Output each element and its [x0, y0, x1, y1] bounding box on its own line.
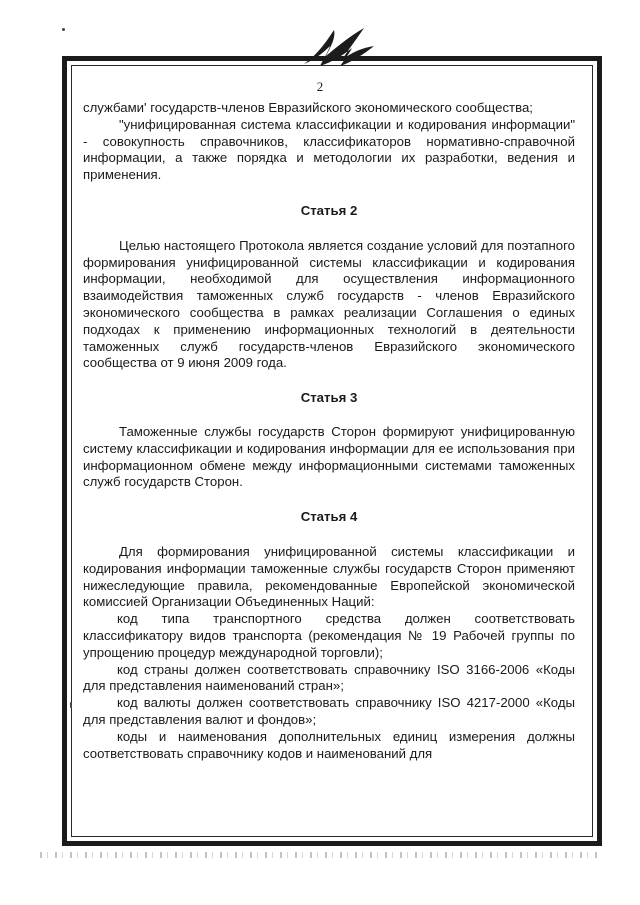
- article-2-text: Целью настоящего Протокола является создание условий для поэтапного формирования унифицированной системы классификации и кодирования информации, необходимой для осуществления информационного взаимодействия таможенных служб государств - членов Евразийского экономического сообщества в рамках реализации Соглашения о единых подходах к применению информационных технологий в деятельности таможенных служб государств-членов Евразийского экономического сообщества от 9 июня 2009 года.: [83, 237, 575, 371]
- scan-noise: [40, 852, 600, 858]
- article-4-heading: Статья 4: [300, 509, 358, 525]
- article-4-item: код валюты должен соответствовать справочнику ISO 4217-2000 «Коды для представления валют и фондов»;: [83, 695, 575, 727]
- paragraph-intro-2: "унифицированная система классификации и кодирования информации" - совокупность справочников, классификаторов нормативно-справочной информации, а также порядка и методологии их разработки, ведения и применения.: [83, 116, 575, 183]
- paragraph-intro-1: службами' государств-членов Евразийского экономического сообщества;: [83, 100, 533, 115]
- logo-emblem-icon: [300, 24, 380, 68]
- article-4-item: код типа транспортного средства должен соответствовать классификатору видов транспорта (рекомендация № 19 Рабочей группы по упрощению процедур международной торговли);: [83, 611, 575, 660]
- article-4-item: коды и наименования дополнительных единиц измерения должны соответствовать справочнику кодов и наименований для: [83, 728, 575, 761]
- article-4-intro: Для формирования унифицированной системы классификации и кодирования информации таможенные службы государств Сторон применяют нижеследующие правила, рекомендованные Европейской экономической комиссией Организации Объединенных Наций:: [83, 543, 575, 610]
- scan-speck: [70, 702, 72, 708]
- page-number: 2: [316, 79, 324, 94]
- article-4-item: код страны должен соответствовать справочнику ISO 3166-2006 «Коды для представления наименований стран»;: [83, 661, 575, 694]
- scan-speck: [62, 28, 65, 31]
- article-3-heading: Статья 3: [300, 390, 358, 406]
- article-3-text: Таможенные службы государств Сторон формируют унифицированную систему классификации и кодирования информации для ее использования при информационном обмене между информационными системами таможенных служб государств Сторон.: [83, 423, 575, 490]
- document-body: [83, 100, 575, 762]
- article-2-heading: Статья 2: [300, 202, 358, 218]
